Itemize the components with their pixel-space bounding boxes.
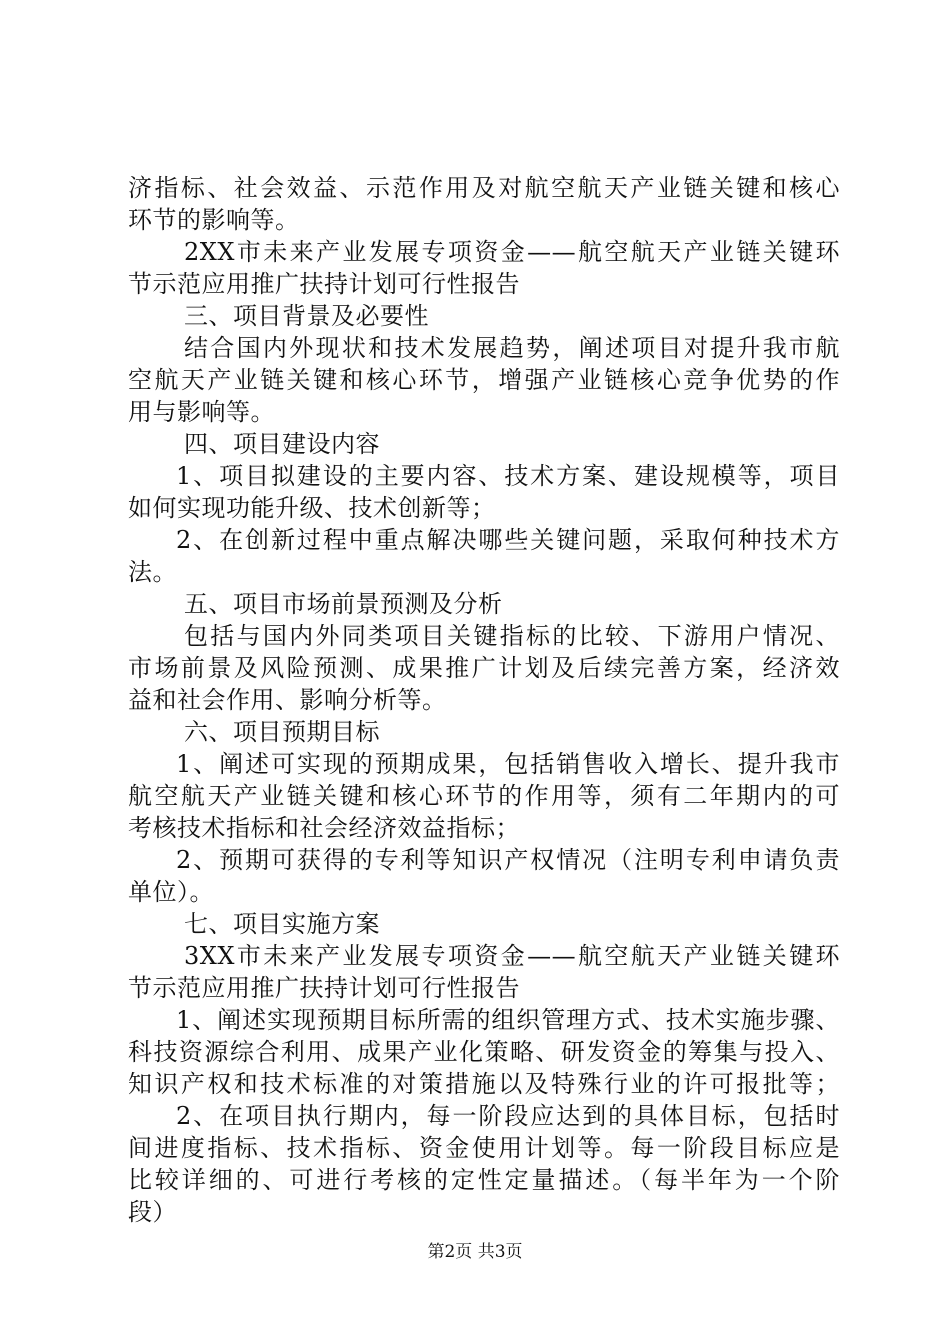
text-line: 1、阐述实现预期目标所需的组织管理方式、技术实施步骤、: [176, 1006, 840, 1034]
text-line: 科技资源综合利用、成果产业化策略、研发资金的筹集与投入、: [128, 1038, 840, 1066]
text-line: 节示范应用推广扶持计划可行性报告: [128, 270, 520, 298]
text-line: 1、项目拟建设的主要内容、技术方案、建设规模等，项目: [176, 462, 840, 490]
text-line: 3XX市未来产业发展专项资金——航空航天产业链关键环: [184, 942, 840, 970]
text-line: 法。: [128, 558, 177, 586]
page-footer: 第2页 共3页: [427, 1242, 523, 1262]
text-line: 五、项目市场前景预测及分析: [184, 590, 503, 618]
text-line: 环节的影响等。: [128, 206, 300, 234]
text-line: 单位）。: [128, 878, 214, 906]
text-line: 七、项目实施方案: [184, 910, 380, 938]
text-line: 结合国内外现状和技术发展趋势，阐述项目对提升我市航: [184, 334, 840, 362]
text-line: 如何实现功能升级、技术创新等；: [128, 494, 496, 522]
text-line: 市场前景及风险预测、成果推广计划及后续完善方案，经济效: [128, 654, 840, 682]
text-line: 六、项目预期目标: [184, 718, 380, 746]
text-line: 空航天产业链关键和核心环节，增强产业链核心竞争优势的作: [128, 366, 840, 394]
text-line: 间进度指标、技术指标、资金使用计划等。每一阶段目标应是: [128, 1134, 840, 1162]
text-line: 2、预期可获得的专利等知识产权情况（注明专利申请负责: [176, 846, 840, 874]
text-line: 知识产权和技术标准的对策措施以及特殊行业的许可报批等；: [128, 1070, 840, 1098]
text-line: 段）: [128, 1198, 177, 1226]
text-line: 三、项目背景及必要性: [184, 302, 429, 330]
text-line: 比较详细的、可进行考核的定性定量描述。（每半年为一个阶: [128, 1166, 840, 1194]
text-line: 1、阐述可实现的预期成果，包括销售收入增长、提升我市: [176, 750, 840, 778]
text-line: 航空航天产业链关键和核心环节的作用等，须有二年期内的可: [128, 782, 840, 810]
text-line: 益和社会作用、影响分析等。: [128, 686, 447, 714]
text-line: 包括与国内外同类项目关键指标的比较、下游用户情况、: [184, 622, 840, 650]
text-line: 2、在项目执行期内，每一阶段应达到的具体目标，包括时: [176, 1102, 840, 1130]
text-line: 2XX市未来产业发展专项资金——航空航天产业链关键环: [184, 238, 840, 266]
text-line: 四、项目建设内容: [184, 430, 380, 458]
text-line: 济指标、社会效益、示范作用及对航空航天产业链关键和核心: [128, 174, 840, 202]
text-line: 节示范应用推广扶持计划可行性报告: [128, 974, 520, 1002]
text-line: 用与影响等。: [128, 398, 275, 426]
text-line: 考核技术指标和社会经济效益指标；: [128, 814, 520, 842]
text-line: 2、在创新过程中重点解决哪些关键问题，采取何种技术方: [176, 526, 840, 554]
document-body: [128, 172, 840, 1228]
